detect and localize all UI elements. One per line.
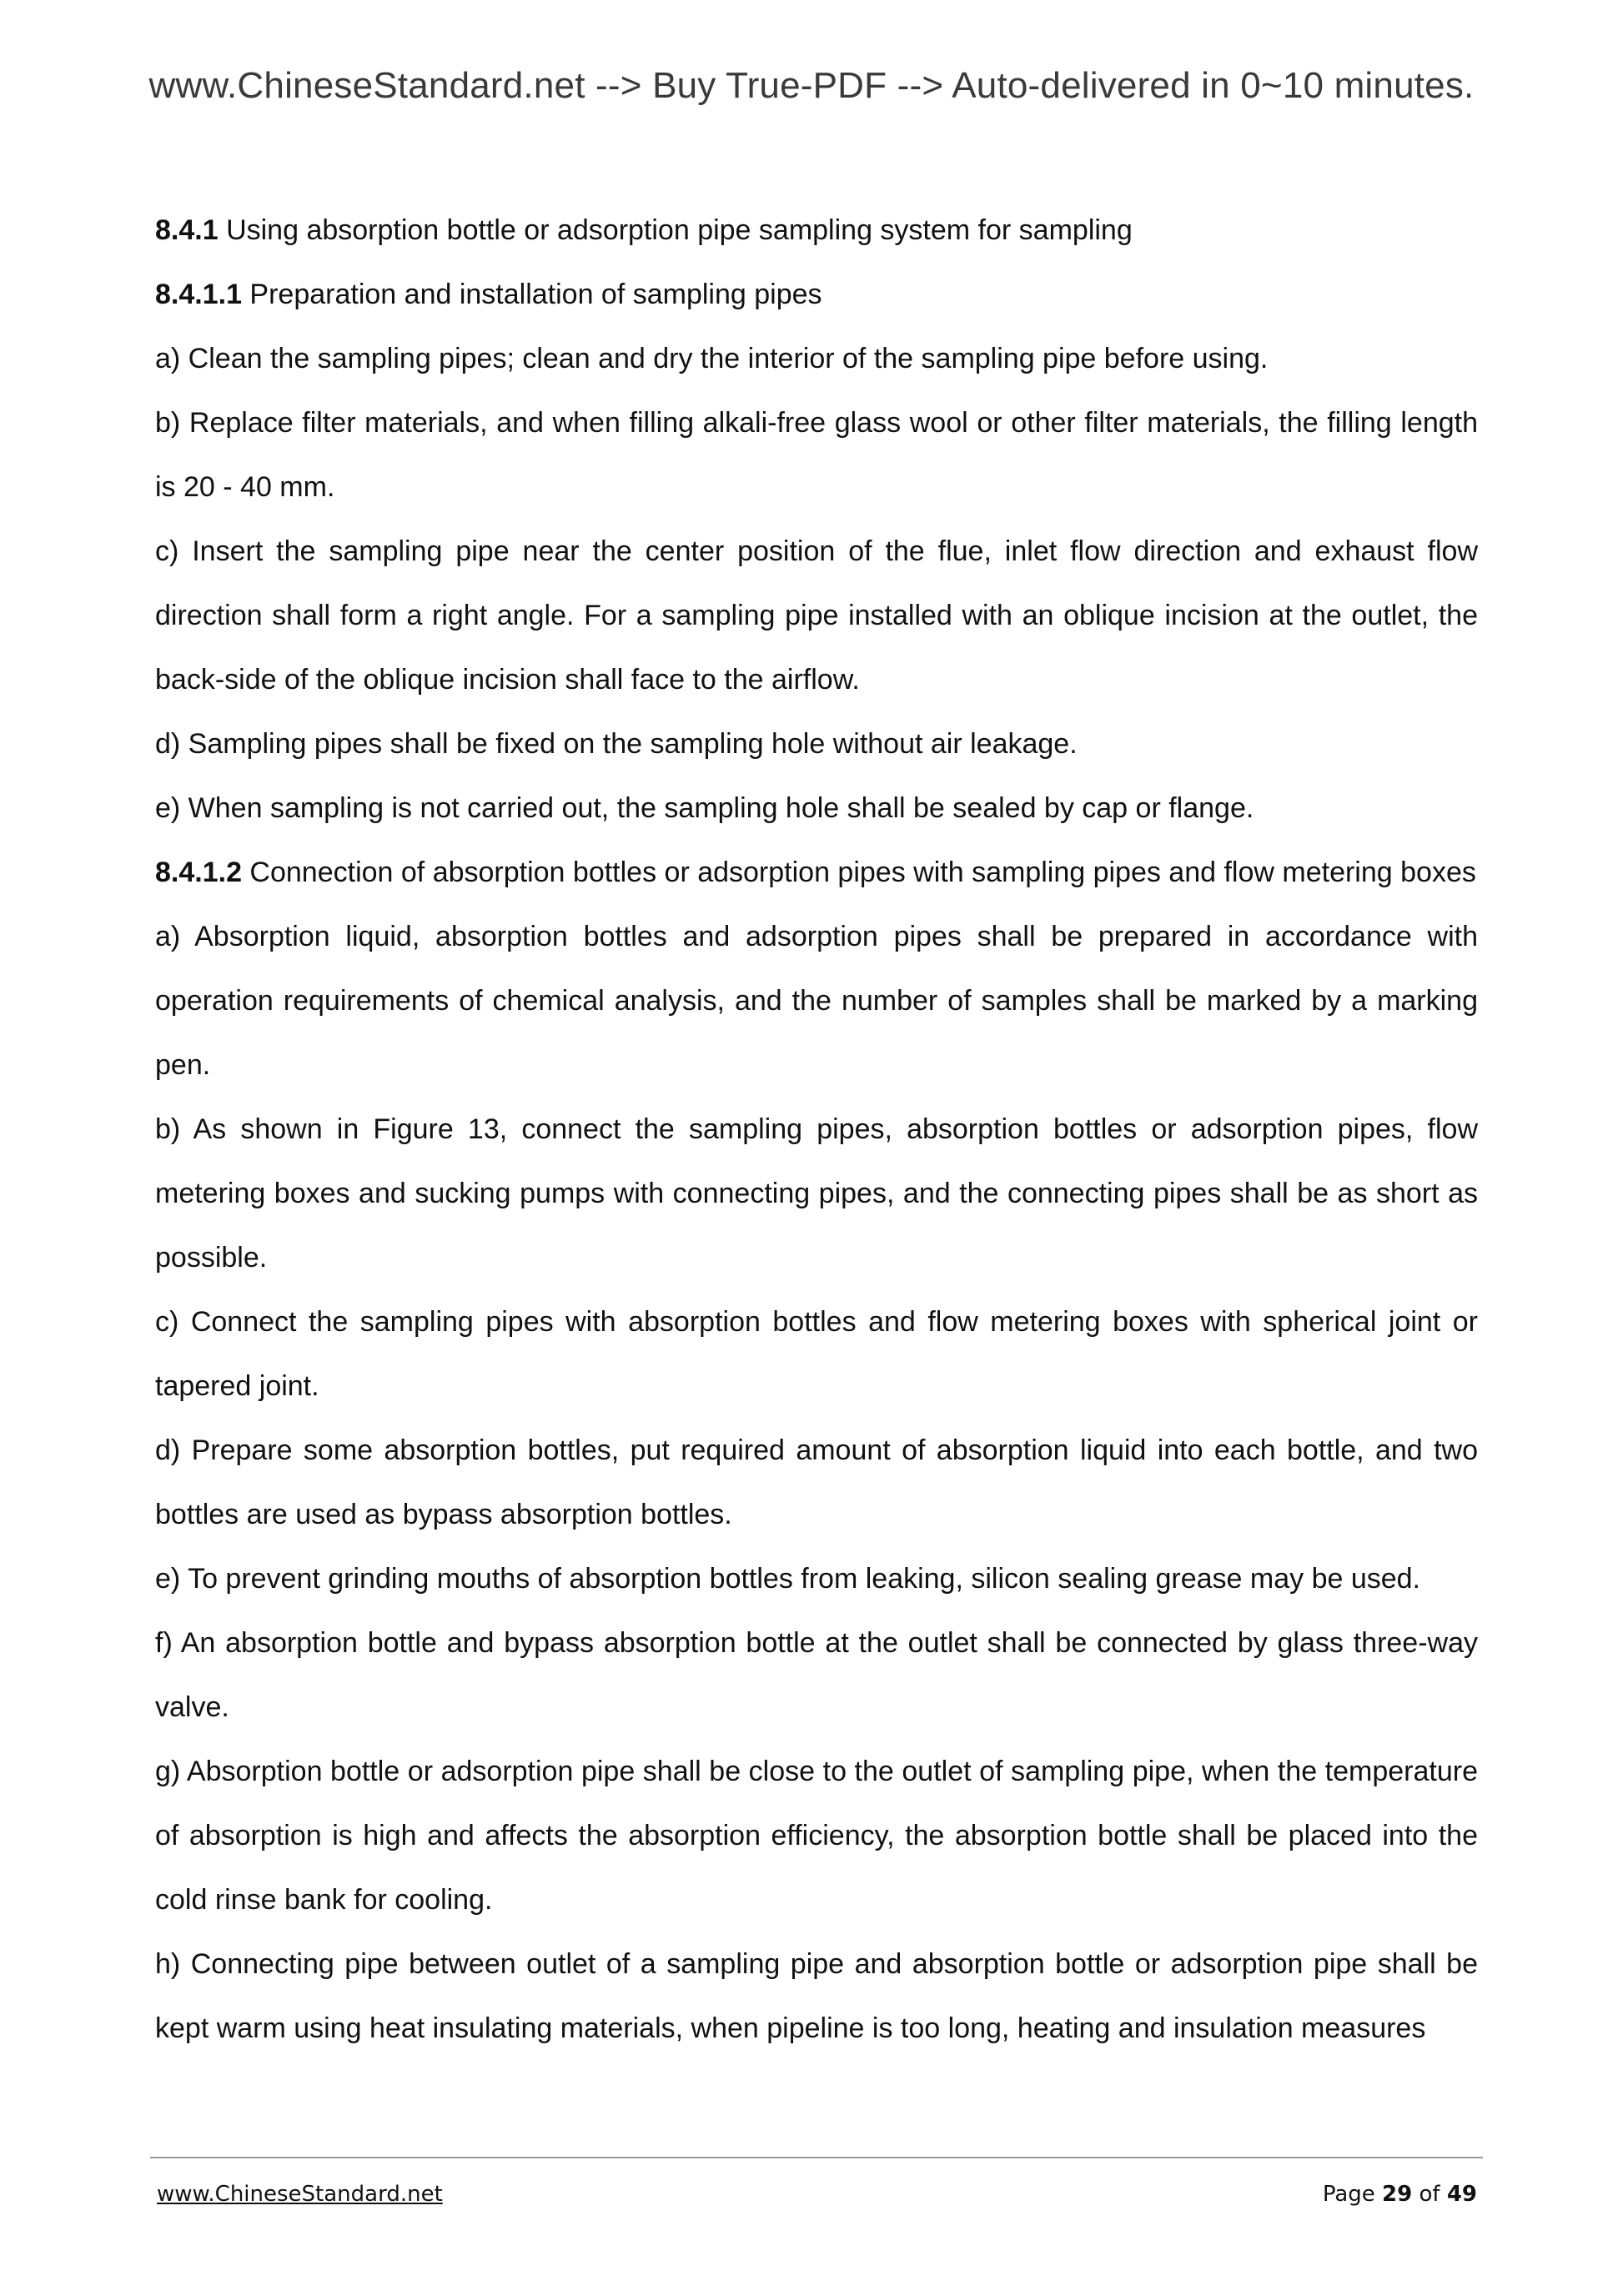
list-item-h: h) Connecting pipe between outlet of a sampling pipe and absorption bottle or adsorption pipe shall be kept warm using heat insulating materials, when pipeline is too long, heating and insulation measures [155,1948,1478,2044]
page-current: 29 [1382,2182,1413,2207]
page-number [1323,2182,1477,2207]
list-item-c: c) Connect the sampling pipes with absorption bottles and flow metering boxes with spherical joint or tapered joint. [155,1306,1478,1402]
page-prefix: Page [1322,2182,1383,2207]
document-body [155,198,1478,2061]
list-item-b: b) Replace filter materials, and when filling alkali-free glass wool or other filter materials, the filling length is 20 - 40 mm. [155,407,1478,503]
clause-title: Using absorption bottle or adsorption pipe sampling system for sampling [218,214,1133,246]
list-item-d: d) Prepare some absorption bottles, put required amount of absorption liquid into each bottle, and two bottles are used as bypass absorption bottles. [155,1434,1478,1530]
footer-divider [150,2157,1483,2158]
footer-site-link[interactable]: www.ChineseStandard.net [157,2182,443,2207]
top-banner: www.ChineseStandard.net --> Buy True-PDF --> Auto-delivered in 0~10 minutes. [148,65,1475,106]
page-total: 49 [1446,2182,1477,2207]
clause-number: 8.4.1 [155,214,219,246]
list-item-d: d) Sampling pipes shall be fixed on the sampling hole without air leakage. [155,728,1078,760]
list-item-c: c) Insert the sampling pipe near the center position of the flue, inlet flow direction and exhaust flow direction shall form a right angle. For a sampling pipe installed with an oblique incision at the outlet, the back-side of the oblique incision shall face to the airflow. [155,535,1478,696]
clause-8-4-1 [155,198,1478,263]
clause-title: Connection of absorption bottles or adsorption pipes with sampling pipes and flow metering boxes [241,857,1476,888]
list-item-e: e) When sampling is not carried out, the sampling hole shall be sealed by cap or flange. [155,792,1254,824]
clause-8-4-1-2 [155,841,1478,905]
clause-title: Preparation and installation of sampling pipes [241,279,822,310]
clause-number: 8.4.1.2 [155,857,242,888]
list-item-a: a) Clean the sampling pipes; clean and dry the interior of the sampling pipe before using. [155,343,1269,374]
list-item-f: f) An absorption bottle and bypass absorption bottle at the outlet shall be connected by glass three-way valve. [155,1627,1478,1723]
clause-number: 8.4.1.1 [155,279,242,310]
page-middle: of [1412,2182,1447,2207]
list-item-e: e) To prevent grinding mouths of absorption bottles from leaking, silicon sealing grease may be used. [155,1563,1421,1595]
list-item-g: g) Absorption bottle or adsorption pipe shall be close to the outlet of sampling pipe, when the temperature of absorption is high and affects the absorption efficiency, the absorption bottle shall be placed into the cold rinse bank for cooling. [155,1756,1478,1916]
list-item-b: b) As shown in Figure 13, connect the sampling pipes, absorption bottles or adsorption pipes, flow metering boxes and sucking pumps with connecting pipes, and the connecting pipes shall be as short as possible. [155,1113,1478,1274]
list-item-a: a) Absorption liquid, absorption bottles and adsorption pipes shall be prepared in accordance with operation requirements of chemical analysis, and the number of samples shall be marked by a marking pen. [155,921,1478,1081]
clause-8-4-1-1 [155,263,1478,327]
